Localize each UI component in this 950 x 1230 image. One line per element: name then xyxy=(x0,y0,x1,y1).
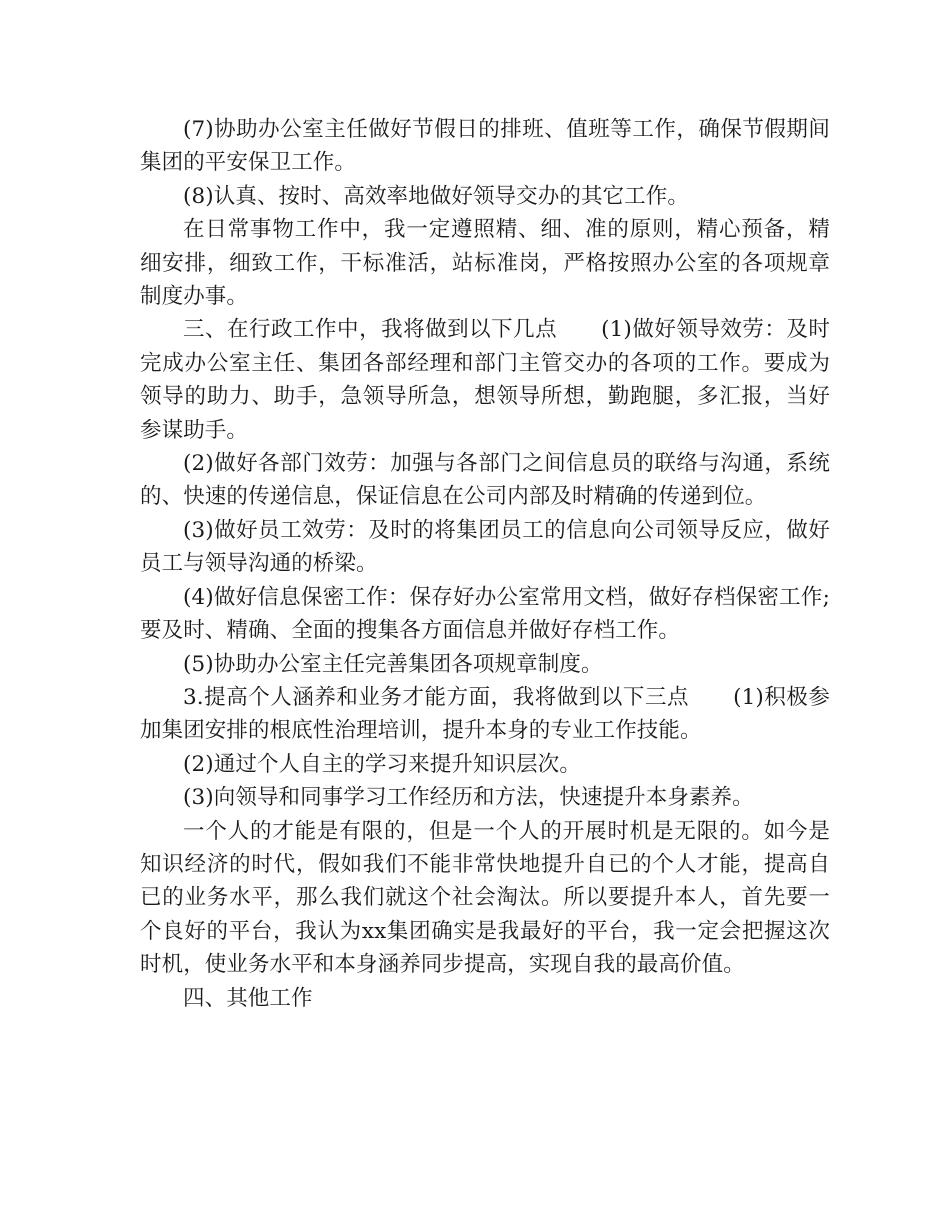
paragraph-self-study: (2)通过个人自主的学习来提升知识层次。 xyxy=(183,751,581,777)
paragraph-personal-improvement: 3.提高个人涵养和业务才能方面，我将做到以下三点 (1)积极参加集团安排的根底性治理培训，提升本身的专业工作技能。 xyxy=(140,684,830,744)
document-body xyxy=(140,113,830,1015)
paragraph-7-holiday-duty: (7)协助办公室主任做好节假日的排班、值班等工作，确保节假期间集团的平安保卫工作。 xyxy=(140,117,830,176)
paragraph-confidentiality: (4)做好信息保密工作：保存好办公室常用文档，做好存档保密工作;要及时、精确、全面的搜集各方面信息并做好存档工作。 xyxy=(140,584,830,644)
section-heading-other-work: 四、其他工作 xyxy=(183,985,313,1011)
paragraph-department-service: (2)做好各部门效劳：加强与各部门之间信息员的联络与沟通，系统的、快速的传递信息，保证信息在公司内部及时精确的传递到位。 xyxy=(140,451,830,510)
paragraph-section-3-admin-work: 三、在行政工作中，我将做到以下几点 (1)做好领导效劳：及时完成办公室主任、集团各部经理和部门主管交办的各项的工作。要成为领导的助力、助手，急领导所急，想领导所想，勤跑腿，多汇报，当好参谋助手。 xyxy=(140,317,830,443)
paragraph-8-other-tasks: (8)认真、按时、高效率地做好领导交办的其它工作。 xyxy=(183,183,689,209)
paragraph-daily-work-principles: 在日常事物工作中，我一定遵照精、细、准的原则，精心预备，精细安排，细致工作，干标准活，站标准岗，严格按照办公室的各项规章制度办事。 xyxy=(140,217,830,310)
paragraph-opportunity: 一个人的才能是有限的，但是一个人的开展时机是无限的。如今是知识经济的时代，假如我们不能非常快地提升自已的个人才能，提高自已的业务水平，那么我们就这个社会淘汰。所以要提升本人，首先要一个良好的平台，我认为xx集团确实是我最好的平台，我一定会把握这次时机，使业务水平和本身涵养同步提高，实现自我的最高价值。 xyxy=(140,818,830,978)
paragraph-learn-from-colleagues: (3)向领导和同事学习工作经历和方法，快速提升本身素养。 xyxy=(183,785,754,811)
paragraph-regulations: (5)协助办公室主任完善集团各项规章制度。 xyxy=(183,651,603,677)
paragraph-employee-service: (3)做好员工效劳：及时的将集团员工的信息向公司领导反应，做好员工与领导沟通的桥梁。 xyxy=(140,517,830,577)
